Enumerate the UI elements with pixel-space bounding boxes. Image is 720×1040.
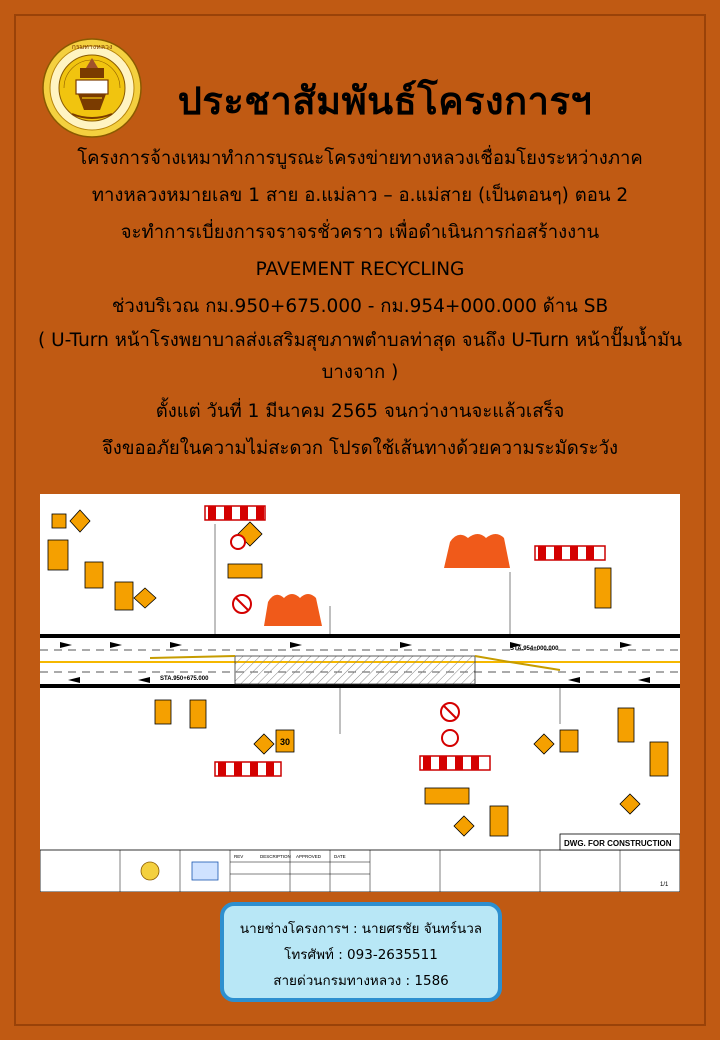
sheet-number: 1/1 — [660, 882, 669, 888]
announcement-line-apology: จึงขออภัยในความไม่สะดวก โปรดใช้เส้นทางด้วยความระมัดระวัง — [101, 438, 619, 459]
title-block-approved: APPROVED — [296, 854, 322, 859]
announcement-line-uturn: ( U-Turn หน้าโรงพยาบาลส่งเสริมสุขภาพตำบลท่าสุด จนถึง U-Turn หน้าปั๊มน้ำมันบางจาก ) — [37, 330, 683, 383]
speed-limit-sign-text: 30 — [279, 737, 291, 747]
traffic-plan-drawing — [40, 494, 680, 892]
announcement-line-section: ช่วงบริเวณ กม.950+675.000 - กม.954+000.000 ด้าน SB — [111, 296, 609, 317]
title-block-description: DESCRIPTION — [260, 854, 291, 859]
contact-box — [220, 902, 502, 1002]
page-title: ประชาสัมพันธ์โครงการฯ — [177, 79, 593, 123]
seal-arc-text: กรมทางหลวง — [71, 43, 113, 51]
announcement-line-work-type: PAVEMENT RECYCLING — [255, 259, 465, 280]
announcement-line-highway: ทางหลวงหมายเลข 1 สาย อ.แม่ลาว – อ.แม่สาย (เป็นตอนๆ) ตอน 2 — [91, 185, 629, 206]
announcement-line-date: ตั้งแต่ วันที่ 1 มีนาคม 2565 จนกว่างานจะแล้วเสร็จ — [155, 401, 565, 422]
announcement-line-project: โครงการจ้างเหมาทำการบูรณะโครงข่ายทางหลวงเชื่อมโยงระหว่างภาค — [77, 148, 643, 169]
dwg-construction-stamp: DWG. FOR CONSTRUCTION — [564, 839, 672, 848]
title-block-date: DATE — [334, 854, 346, 859]
contractor-logo-icon — [192, 862, 218, 880]
contact-hotline: สายด่วนกรมทางหลวง : 1586 — [273, 973, 449, 989]
title-block-rev: REV — [234, 854, 244, 859]
prohibition-sign-icons — [231, 535, 459, 746]
title-block-seal-icon — [141, 862, 159, 880]
announcement-text — [20, 140, 700, 467]
announcement-line-detour: จะทำการเบี่ยงการจราจรชั่วคราว เพื่อดำเนินการก่อสร้างงาน — [120, 222, 600, 243]
sta-end-label: STA.954+000.000 — [510, 646, 559, 652]
contact-engineer: นายช่างโครงการฯ : นายศรชัย จันทร์นวล — [239, 921, 483, 937]
plastic-barrier-icons — [264, 534, 510, 626]
sta-start-label: STA.950+675.000 — [160, 676, 209, 682]
contact-phone: โทรศัพท์ : 093-2635511 — [284, 947, 438, 963]
traffic-plan-svg — [40, 494, 680, 892]
department-seal-logo — [42, 38, 142, 138]
